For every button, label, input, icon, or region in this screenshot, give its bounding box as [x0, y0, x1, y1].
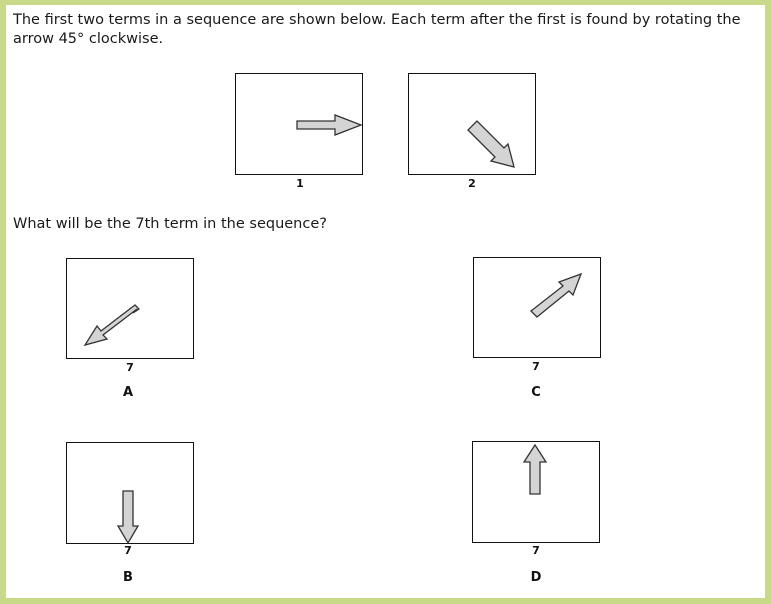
term-1-caption: 1 [296, 177, 304, 190]
arrow-southeast-icon [409, 74, 537, 176]
term-2-caption: 2 [468, 177, 476, 190]
option-d-box[interactable] [472, 441, 600, 543]
arrow-east-icon [236, 74, 364, 176]
option-d-label[interactable]: D [530, 570, 542, 585]
arrow-northeast-icon [474, 258, 602, 359]
option-a-caption: 7 [126, 361, 134, 374]
option-b-caption: 7 [124, 544, 132, 557]
arrow-north-icon [473, 442, 601, 544]
arrow-south-icon [67, 443, 195, 545]
option-a-label[interactable]: A [122, 385, 134, 400]
option-a-box[interactable] [66, 258, 194, 359]
option-c-box[interactable] [473, 257, 601, 358]
option-b-label[interactable]: B [123, 570, 133, 585]
intro-text: The first two terms in a sequence are shown below. Each term after the first is found by rotating the arrow 45° clockwise. [13, 12, 741, 47]
worksheet-panel [6, 5, 765, 598]
question-text: What will be the 7th term in the sequence? [13, 216, 327, 232]
option-d-caption: 7 [532, 544, 540, 557]
option-b-box[interactable] [66, 442, 194, 544]
term-2-box [408, 73, 536, 175]
term-1-box [235, 73, 363, 175]
arrow-southwest-icon [67, 259, 195, 360]
option-c-label[interactable]: C [531, 385, 541, 400]
option-c-caption: 7 [532, 360, 540, 373]
